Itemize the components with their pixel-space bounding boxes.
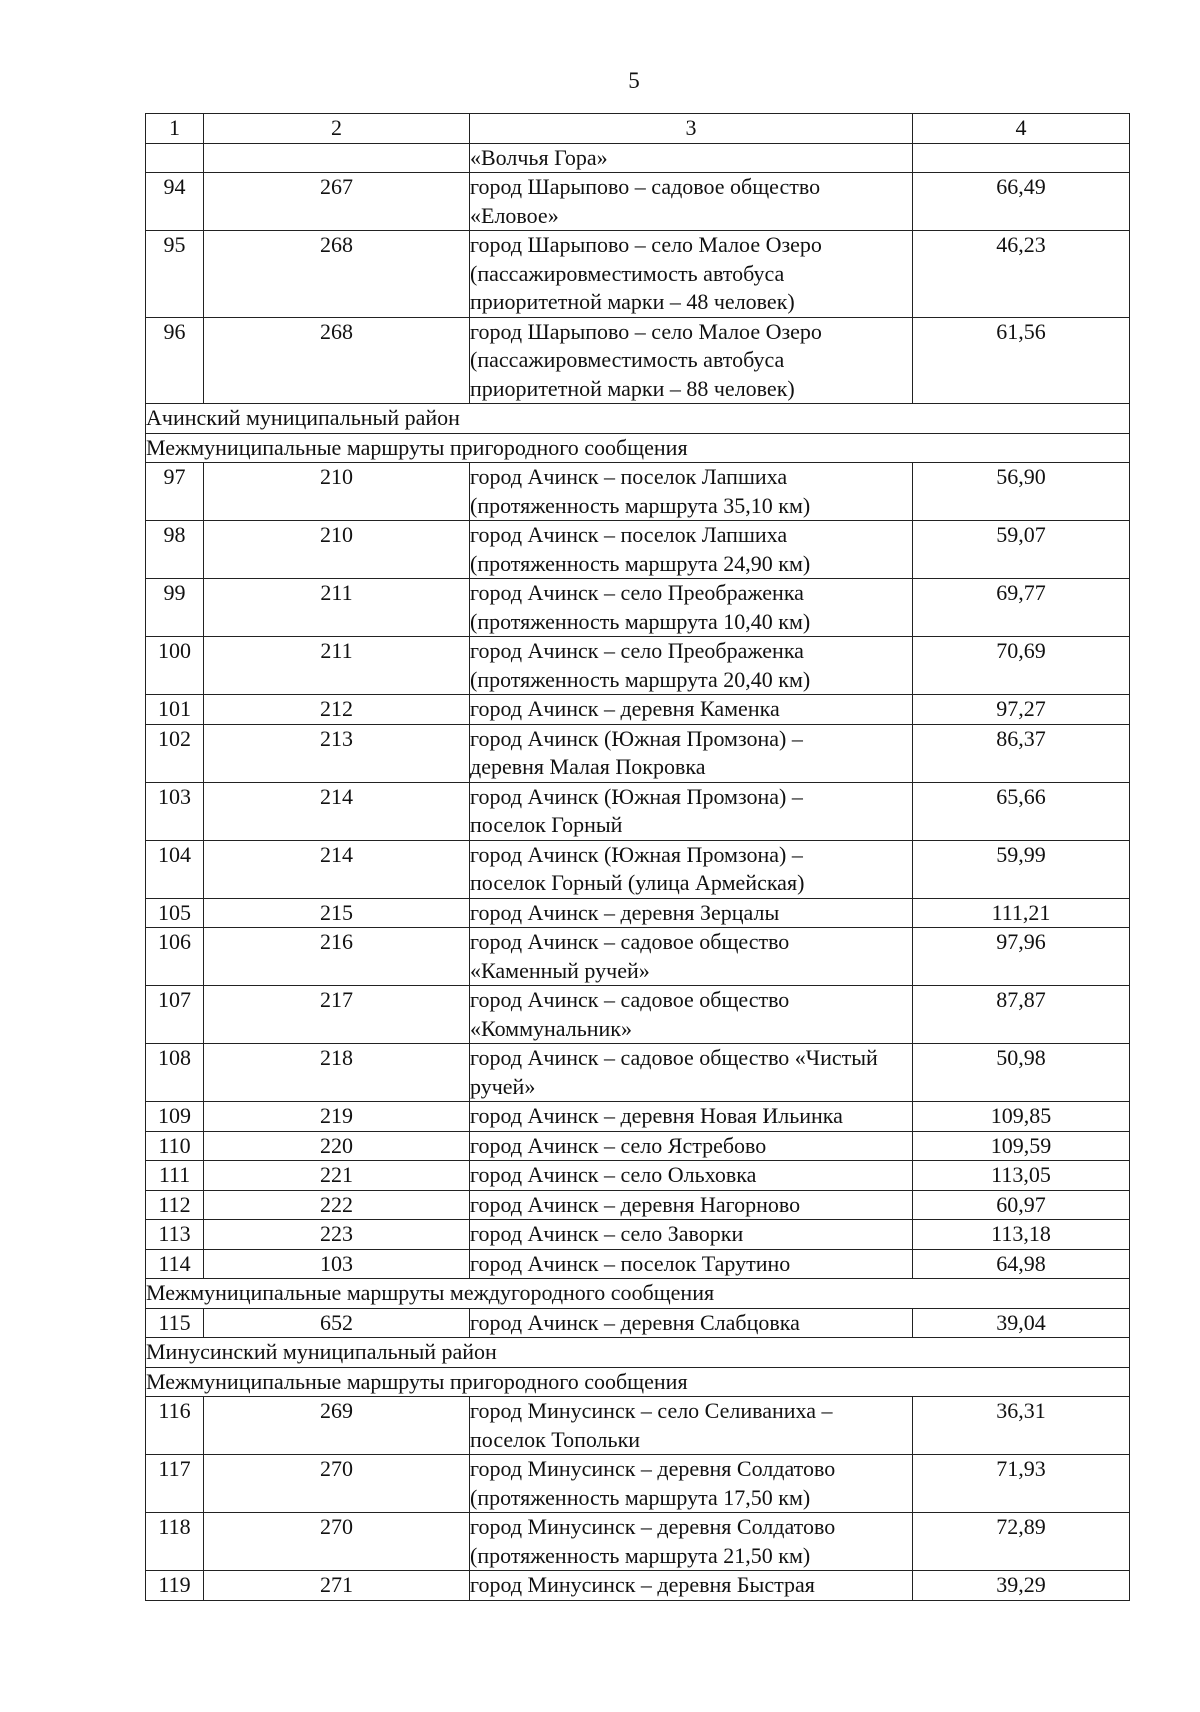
table-row (146, 143, 1130, 173)
row-number: 110 (146, 1131, 204, 1161)
row-number: 95 (146, 231, 204, 318)
route-name-line: город Ачинск – поселок Тарутино (470, 1250, 791, 1276)
route-name (470, 1513, 913, 1571)
route-value: 64,98 (913, 1249, 1130, 1279)
row-number: 111 (146, 1161, 204, 1191)
route-name (470, 1308, 913, 1338)
table-row (146, 782, 1130, 840)
route-value: 109,85 (913, 1102, 1130, 1132)
route-name (470, 1190, 913, 1220)
route-value: 39,29 (913, 1571, 1130, 1601)
route-number: 211 (204, 579, 470, 637)
section-row (146, 433, 1130, 463)
route-value: 60,97 (913, 1190, 1130, 1220)
route-number: 217 (204, 986, 470, 1044)
header-cell-2: 2 (204, 114, 470, 144)
route-value: 109,59 (913, 1131, 1130, 1161)
row-number: 108 (146, 1044, 204, 1102)
route-name-line: город Минусинск – село Селиваниха – (470, 1398, 833, 1423)
route-name-line: «Волчья Гора» (470, 144, 608, 170)
page-number: 5 (628, 68, 640, 93)
table-row (146, 173, 1130, 231)
table-row (146, 1161, 1130, 1191)
row-number (146, 143, 204, 173)
route-number (204, 143, 470, 173)
route-number: 211 (204, 637, 470, 695)
route-name-line: город Минусинск – деревня Быстрая (470, 1572, 815, 1597)
row-number: 98 (146, 521, 204, 579)
route-number: 218 (204, 1044, 470, 1102)
row-number: 117 (146, 1455, 204, 1513)
route-name (470, 898, 913, 928)
route-number: 652 (204, 1308, 470, 1338)
route-name-line: город Шарыпово – село Малое Озеро (470, 318, 822, 344)
section-row (146, 1367, 1130, 1397)
row-number: 96 (146, 317, 204, 404)
route-name-line: деревня Малая Покровка (470, 754, 706, 779)
route-name (470, 840, 913, 898)
route-number: 222 (204, 1190, 470, 1220)
route-name (470, 1161, 913, 1191)
row-number: 118 (146, 1513, 204, 1571)
route-number: 270 (204, 1513, 470, 1571)
route-name (470, 1571, 913, 1601)
table-row (146, 898, 1130, 928)
route-name (470, 317, 913, 404)
route-name-line: поселок Топольки (470, 1426, 641, 1452)
route-name-line: приоритетной марки – 88 человек) (470, 375, 795, 401)
row-number: 94 (146, 173, 204, 231)
route-number: 219 (204, 1102, 470, 1132)
route-name-line: город Ачинск – село Заворки (470, 1221, 744, 1246)
table-row (146, 986, 1130, 1044)
route-number: 268 (204, 231, 470, 318)
route-value: 72,89 (913, 1513, 1130, 1571)
route-name-line: «Коммунальник» (470, 1015, 632, 1041)
route-number: 213 (204, 724, 470, 782)
section-title: Минусинский муниципальный район (146, 1338, 1130, 1368)
route-value: 61,56 (913, 317, 1130, 404)
route-number: 270 (204, 1455, 470, 1513)
header-cell-4: 4 (913, 114, 1130, 144)
table-row (146, 463, 1130, 521)
route-value: 87,87 (913, 986, 1130, 1044)
route-name (470, 928, 913, 986)
table-row (146, 1513, 1130, 1571)
route-name-line: город Ачинск – село Ольховка (470, 1162, 757, 1187)
route-name-line: город Минусинск – деревня Солдатово (470, 1514, 836, 1539)
route-value: 39,04 (913, 1308, 1130, 1338)
route-number: 269 (204, 1397, 470, 1455)
route-value: 56,90 (913, 463, 1130, 521)
row-number: 104 (146, 840, 204, 898)
route-name-line: поселок Горный (улица Армейская) (470, 870, 805, 895)
route-name-line: (пассажировместимость автобуса (470, 347, 785, 372)
route-name-line: город Минусинск – деревня Солдатово (470, 1456, 836, 1481)
row-number: 112 (146, 1190, 204, 1220)
route-name-line: (протяженность маршрута 10,40 км) (470, 608, 811, 634)
route-name (470, 143, 913, 173)
row-number: 113 (146, 1220, 204, 1250)
route-value: 46,23 (913, 231, 1130, 318)
route-name-line: (пассажировместимость автобуса (470, 260, 785, 286)
route-value: 59,99 (913, 840, 1130, 898)
row-number: 119 (146, 1571, 204, 1601)
route-name-line: поселок Горный (470, 812, 623, 837)
row-number: 107 (146, 986, 204, 1044)
table-row (146, 1131, 1130, 1161)
route-number: 223 (204, 1220, 470, 1250)
route-value: 86,37 (913, 724, 1130, 782)
route-name (470, 1249, 913, 1279)
table-row (146, 724, 1130, 782)
route-number: 212 (204, 695, 470, 725)
route-name-line: город Шарыпово – село Малое Озеро (470, 232, 822, 257)
route-number: 215 (204, 898, 470, 928)
table-row (146, 1249, 1130, 1279)
route-value: 69,77 (913, 579, 1130, 637)
row-number: 97 (146, 463, 204, 521)
route-name-line: город Ачинск (Южная Промзона) – (470, 725, 803, 751)
table-row (146, 928, 1130, 986)
route-value: 97,96 (913, 928, 1130, 986)
routes-table (145, 113, 1130, 1601)
row-number: 105 (146, 898, 204, 928)
section-title: Ачинский муниципальный район (146, 404, 1130, 434)
section-title: Межмуниципальные маршруты междугородного сообщения (146, 1279, 1130, 1309)
section-row (146, 1338, 1130, 1368)
row-number: 106 (146, 928, 204, 986)
route-name (470, 1131, 913, 1161)
route-name (470, 1455, 913, 1513)
row-number: 115 (146, 1308, 204, 1338)
row-number: 102 (146, 724, 204, 782)
table-row (146, 1308, 1130, 1338)
table-row (146, 1102, 1130, 1132)
route-name-line: город Ачинск – деревня Новая Ильинка (470, 1103, 843, 1128)
row-number: 116 (146, 1397, 204, 1455)
route-value: 66,49 (913, 173, 1130, 231)
route-number: 220 (204, 1131, 470, 1161)
route-name-line: (протяженность маршрута 21,50 км) (470, 1542, 811, 1568)
table-row (146, 1044, 1130, 1102)
route-name-line: город Ачинск – деревня Зерцалы (470, 899, 780, 925)
route-number: 216 (204, 928, 470, 986)
table-row (146, 579, 1130, 637)
route-name-line: приоритетной марки – 48 человек) (470, 289, 795, 314)
route-name (470, 579, 913, 637)
table-row (146, 231, 1130, 318)
route-name-line: город Ачинск (Южная Промзона) – (470, 783, 803, 809)
row-number: 100 (146, 637, 204, 695)
route-name (470, 173, 913, 231)
header-cell-3: 3 (470, 114, 913, 144)
route-name-line: город Ачинск – село Ястребово (470, 1132, 767, 1158)
route-value: 65,66 (913, 782, 1130, 840)
route-name-line: город Ачинск (Южная Промзона) – (470, 841, 803, 867)
route-name-line: (протяженность маршрута 35,10 км) (470, 492, 811, 518)
section-title: Межмуниципальные маршруты пригородного сообщения (146, 1367, 1130, 1397)
row-number: 114 (146, 1249, 204, 1279)
table-row (146, 1455, 1130, 1513)
route-number: 214 (204, 782, 470, 840)
table-row (146, 1571, 1130, 1601)
row-number: 109 (146, 1102, 204, 1132)
route-value: 113,18 (913, 1220, 1130, 1250)
route-name (470, 637, 913, 695)
header-cell-1: 1 (146, 114, 204, 144)
route-name (470, 1220, 913, 1250)
row-number: 101 (146, 695, 204, 725)
route-name (470, 986, 913, 1044)
table-row (146, 521, 1130, 579)
table-row (146, 1397, 1130, 1455)
route-name-line: (протяженность маршрута 17,50 км) (470, 1484, 811, 1510)
route-value: 71,93 (913, 1455, 1130, 1513)
route-name (470, 695, 913, 725)
route-number: 221 (204, 1161, 470, 1191)
route-name-line: город Ачинск – садовое общество (470, 929, 790, 954)
row-number: 99 (146, 579, 204, 637)
table-row (146, 317, 1130, 404)
route-number: 267 (204, 173, 470, 231)
route-value: 59,07 (913, 521, 1130, 579)
table-row (146, 1220, 1130, 1250)
table-header-row (146, 114, 1130, 144)
route-name (470, 782, 913, 840)
table-row (146, 840, 1130, 898)
section-row (146, 1279, 1130, 1309)
route-value (913, 143, 1130, 173)
route-name-line: город Ачинск – садовое общество (470, 987, 790, 1012)
route-name (470, 521, 913, 579)
route-number: 268 (204, 317, 470, 404)
route-number: 210 (204, 463, 470, 521)
table-row (146, 637, 1130, 695)
route-name-line: ручей» (470, 1073, 536, 1099)
route-name-line: город Ачинск – садовое общество «Чистый (470, 1045, 878, 1070)
route-name (470, 231, 913, 318)
route-name-line: город Ачинск – село Преображенка (470, 580, 804, 605)
route-name-line: город Ачинск – поселок Лапшиха (470, 464, 788, 489)
route-value: 50,98 (913, 1044, 1130, 1102)
route-name-line: «Каменный ручей» (470, 957, 650, 983)
route-name (470, 463, 913, 521)
route-name-line: город Ачинск – деревня Каменка (470, 696, 780, 721)
route-number: 103 (204, 1249, 470, 1279)
route-name-line: город Ачинск – деревня Нагорново (470, 1191, 801, 1217)
section-title: Межмуниципальные маршруты пригородного сообщения (146, 433, 1130, 463)
table-row (146, 695, 1130, 725)
route-number: 271 (204, 1571, 470, 1601)
route-value: 113,05 (913, 1161, 1130, 1191)
route-name-line: (протяженность маршрута 20,40 км) (470, 666, 811, 692)
route-name (470, 1102, 913, 1132)
route-name-line: город Шарыпово – садовое общество (470, 174, 821, 199)
route-name (470, 1397, 913, 1455)
route-number: 214 (204, 840, 470, 898)
table-row (146, 1190, 1130, 1220)
route-value: 97,27 (913, 695, 1130, 725)
route-value: 111,21 (913, 898, 1130, 928)
route-number: 210 (204, 521, 470, 579)
route-value: 70,69 (913, 637, 1130, 695)
route-name-line: город Ачинск – деревня Слабцовка (470, 1309, 800, 1335)
route-name-line: (протяженность маршрута 24,90 км) (470, 550, 811, 576)
route-value: 36,31 (913, 1397, 1130, 1455)
section-row (146, 404, 1130, 434)
route-name (470, 724, 913, 782)
route-name-line: город Ачинск – село Преображенка (470, 638, 804, 663)
route-name (470, 1044, 913, 1102)
route-name-line: «Еловое» (470, 202, 559, 228)
row-number: 103 (146, 782, 204, 840)
route-name-line: город Ачинск – поселок Лапшиха (470, 522, 788, 547)
